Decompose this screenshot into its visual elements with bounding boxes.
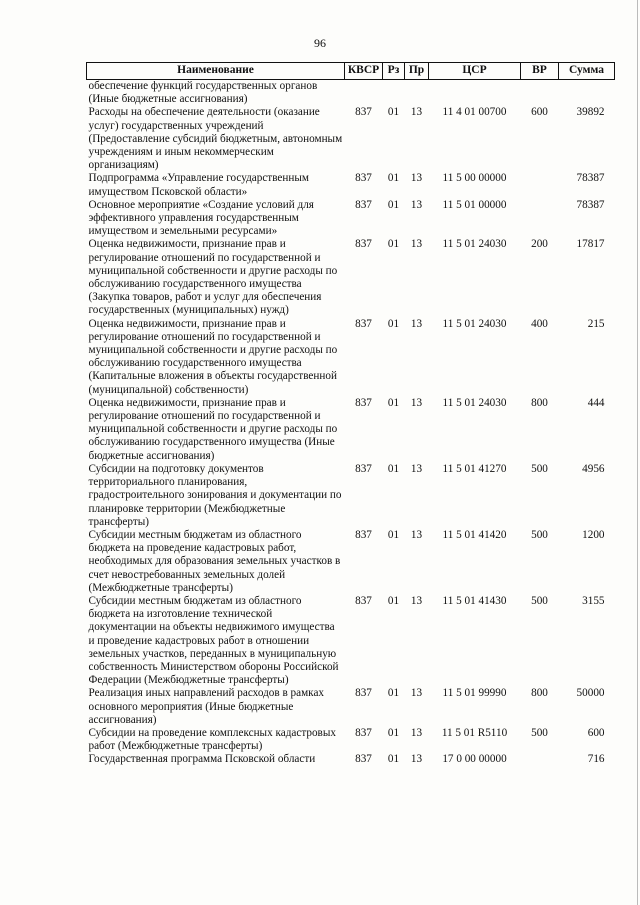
cell-csr: 11 5 01 41270 (442, 462, 507, 475)
cell-kvsr: 837 (355, 198, 372, 211)
table-row (87, 318, 615, 397)
cell-vr: 500 (531, 462, 548, 475)
cell-rz: 01 (387, 687, 400, 700)
header-sum: Сумма (559, 63, 615, 80)
cell-csr: 11 5 01 R5110 (441, 726, 508, 739)
cell-pr: 13 (410, 753, 423, 766)
cell-csr: 11 5 01 24030 (442, 396, 507, 409)
cell-rz: 01 (387, 238, 400, 251)
cell-name: Реализация иных направлений расходов в рамках основного мероприятия (Иные бюджетные ассигнования) (88, 687, 325, 726)
cell-pr: 13 (410, 172, 423, 185)
cell-sum: 4956 (582, 462, 605, 475)
cell-pr: 13 (410, 198, 423, 211)
cell-sum: 78387 (576, 198, 605, 211)
cell-csr: 11 5 00 00000 (442, 172, 507, 185)
cell-kvsr: 837 (355, 317, 372, 330)
table-header-row (87, 63, 615, 80)
page-number: 96 (314, 36, 326, 50)
cell-pr: 13 (410, 396, 423, 409)
cell-kvsr: 837 (355, 238, 372, 251)
cell-csr: 17 0 00 00000 (442, 753, 507, 766)
cell-kvsr: 837 (355, 106, 372, 119)
table-row (87, 106, 615, 172)
cell-sum: 215 (587, 317, 605, 330)
cell-vr (521, 172, 559, 198)
cell-csr: 11 5 01 24030 (442, 317, 507, 330)
cell-rz: 01 (387, 172, 400, 185)
cell-vr (521, 80, 559, 107)
cell-pr: 13 (410, 238, 423, 251)
cell-kvsr (345, 80, 383, 107)
cell-kvsr: 837 (355, 594, 372, 607)
cell-name: Субсидии местным бюджетам из областного бюджета на проведение кадастровых работ, необходимых для образования земельных участков в счет невостребованных земельных долей (Межбюджетные трансферты) (88, 528, 341, 594)
cell-kvsr: 837 (355, 396, 372, 409)
cell-sum: 716 (587, 753, 605, 766)
cell-sum: 39892 (576, 106, 605, 119)
cell-kvsr: 837 (355, 687, 372, 700)
cell-name: Субсидии местным бюджетам из областного бюджета на изготовление технической документации на объекты недвижимого имущества и проведение кадастровых работ в отношении земельных участков, переданных в муниципальную собственность Министерством обороны Российской Федерации (Межбюджетные трансферты) (88, 594, 339, 687)
cell-name: Оценка недвижимости, признание прав и регулирование отношений по государственной и муниципальной собственности и другие расходы по обслуживанию государственного имущества (Закупка товаров, работ и услуг для обеспечения государственных (муниципальных) нужд) (88, 238, 338, 317)
cell-sum: 600 (587, 726, 605, 739)
cell-kvsr: 837 (355, 462, 372, 475)
cell-csr: 11 4 01 00700 (442, 106, 507, 119)
cell-pr (405, 80, 429, 107)
table-row (87, 238, 615, 317)
cell-rz: 01 (387, 726, 400, 739)
cell-csr: 11 5 01 24030 (442, 238, 507, 251)
cell-csr: 11 5 01 00000 (442, 198, 507, 211)
table-row (87, 595, 615, 687)
cell-sum: 3155 (582, 594, 605, 607)
cell-vr: 400 (531, 317, 548, 330)
cell-rz: 01 (387, 198, 400, 211)
table-row (87, 172, 615, 198)
cell-name: Оценка недвижимости, признание прав и регулирование отношений по государственной и муниципальной собственности и другие расходы по обслуживанию государственного имущества (Капитальные вложения в объекты государственной (муниципальной) собственности) (88, 317, 338, 396)
table-row (87, 397, 615, 463)
cell-kvsr: 837 (355, 753, 372, 766)
cell-rz: 01 (387, 106, 400, 119)
cell-name: Субсидии на подготовку документов территориального планирования, градостроительного зонирования и документации по планировке территории (Межбюджетные трансферты) (88, 462, 342, 528)
cell-pr: 13 (410, 594, 423, 607)
cell-rz: 01 (387, 396, 400, 409)
header-pr: Пр (405, 63, 429, 80)
cell-sum: 17817 (576, 238, 605, 251)
cell-kvsr: 837 (355, 528, 372, 541)
header-vr: ВР (521, 63, 559, 80)
header-name: Наименование (87, 63, 345, 80)
cell-pr: 13 (410, 687, 423, 700)
cell-csr (429, 80, 521, 107)
page-edge (637, 0, 638, 905)
cell-vr: 500 (531, 528, 548, 541)
cell-pr: 13 (410, 106, 423, 119)
cell-pr: 13 (410, 462, 423, 475)
cell-sum (559, 80, 615, 107)
table-row (87, 529, 615, 595)
cell-kvsr: 837 (355, 172, 372, 185)
cell-sum: 50000 (576, 687, 605, 700)
cell-rz: 01 (387, 594, 400, 607)
budget-table (86, 62, 615, 767)
cell-vr (521, 199, 559, 239)
cell-vr: 500 (531, 594, 548, 607)
table-row (87, 687, 615, 727)
table-row (87, 199, 615, 239)
cell-kvsr: 837 (355, 726, 372, 739)
cell-vr: 800 (531, 396, 548, 409)
cell-name: Расходы на обеспечение деятельности (оказание услуг) государственных учреждений (Предоставление субсидий бюджетным, автономным учреждениям и иным некоммерческим организациям) (88, 106, 343, 172)
cell-vr (521, 753, 559, 766)
table-row (87, 80, 615, 107)
cell-name: Основное мероприятие «Создание условий для эффективного управления государственным имуществом и земельными ресурсами» (88, 198, 314, 238)
cell-name: обеспечение функций государственных органов (Иные бюджетные ассигнования) (88, 80, 318, 106)
cell-vr: 200 (531, 238, 548, 251)
header-csr: ЦСР (429, 63, 521, 80)
cell-sum: 78387 (576, 172, 605, 185)
cell-name: Подпрограмма «Управление государственным имуществом Псковской области» (88, 172, 309, 198)
cell-name: Оценка недвижимости, признание прав и регулирование отношений по государственной и муниципальной собственности и другие расходы по обслуживанию государственного имущества (Иные бюджетные ассигнования) (88, 396, 338, 462)
cell-rz: 01 (387, 528, 400, 541)
header-rz: Рз (383, 63, 405, 80)
cell-rz: 01 (387, 753, 400, 766)
header-kvsr: КВСР (345, 63, 383, 80)
cell-pr: 13 (410, 528, 423, 541)
cell-name: Субсидии на проведение комплексных кадастровых работ (Межбюджетные трансферты) (88, 726, 336, 753)
table-row (87, 463, 615, 529)
cell-pr: 13 (410, 317, 423, 330)
table-row (87, 727, 615, 753)
cell-vr: 800 (531, 687, 548, 700)
cell-pr: 13 (410, 726, 423, 739)
cell-vr: 600 (531, 106, 548, 119)
cell-vr: 500 (531, 726, 548, 739)
cell-csr: 11 5 01 41430 (442, 594, 507, 607)
cell-sum: 444 (587, 396, 605, 409)
cell-sum: 1200 (582, 528, 605, 541)
table-row (87, 753, 615, 766)
cell-rz (383, 80, 405, 107)
cell-name: Государственная программа Псковской области (88, 753, 316, 766)
cell-csr: 11 5 01 41420 (442, 528, 507, 541)
cell-csr: 11 5 01 99990 (442, 687, 507, 700)
cell-rz: 01 (387, 317, 400, 330)
cell-rz: 01 (387, 462, 400, 475)
